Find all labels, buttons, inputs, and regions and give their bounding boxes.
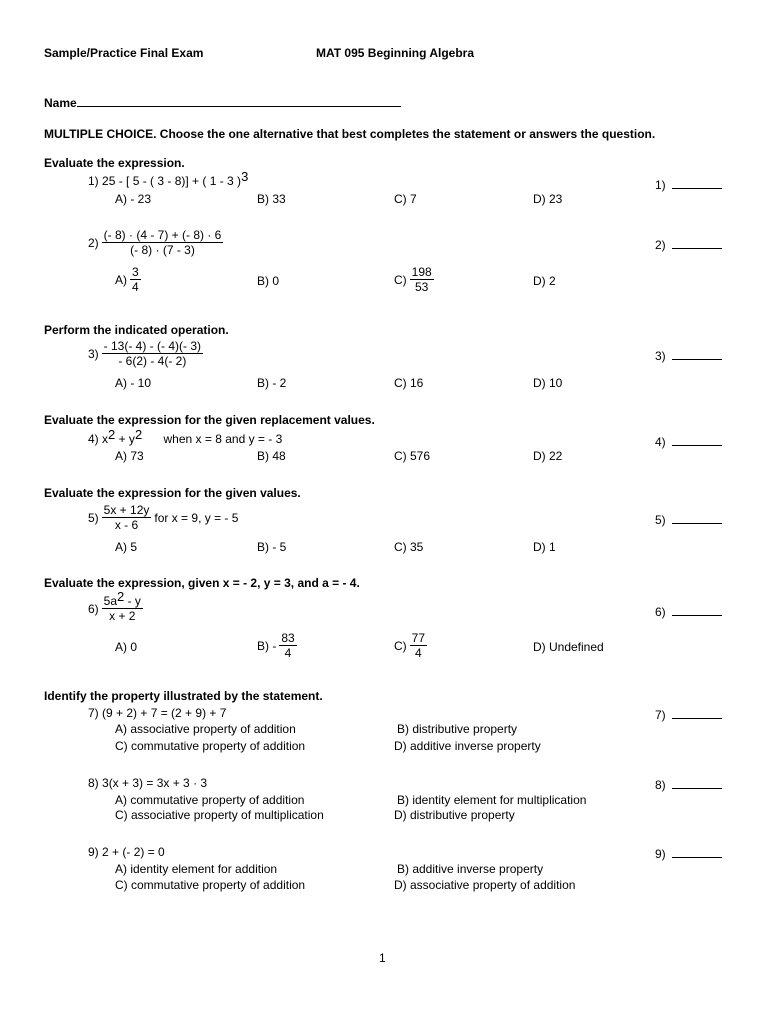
q6-numerator <box>102 589 143 609</box>
q1-option-a[interactable]: A) - 23 <box>115 192 152 206</box>
q6-b-den: 4 <box>284 646 292 660</box>
q6-c-num: 77 <box>411 631 426 645</box>
q9-option-a[interactable]: A) identity element for addition <box>115 862 278 876</box>
header-left: Sample/Practice Final Exam <box>44 46 204 60</box>
q2-a-den: 4 <box>132 280 139 294</box>
question-4 <box>88 427 283 446</box>
question-9 <box>88 845 165 859</box>
q6-number: 6) <box>88 601 99 616</box>
q2-option-b[interactable]: B) 0 <box>257 274 280 288</box>
q4-x: x <box>102 432 109 446</box>
answer-line[interactable] <box>672 845 722 858</box>
q4-x-exponent: 2 <box>108 427 116 442</box>
q8-option-d[interactable]: D) distributive property <box>394 808 515 822</box>
answer-line[interactable] <box>672 706 722 719</box>
q6-c-label: C) <box>394 638 407 653</box>
q9-option-c[interactable]: C) commutative property of addition <box>115 878 306 892</box>
q6-c-fraction <box>410 631 427 660</box>
q5-denominator: x - 6 <box>114 518 139 532</box>
q3-numerator: - 13(- 4) - (- 4)(- 3) <box>103 339 202 353</box>
q4-option-d[interactable]: D) 22 <box>533 449 563 463</box>
question-3 <box>88 339 203 368</box>
answer-blank-9[interactable] <box>655 845 722 861</box>
answer-blank-1[interactable] <box>655 176 722 192</box>
instructions: MULTIPLE CHOICE. Choose the one alternative that best completes the statement or answers the question. <box>44 127 656 141</box>
q1-number: 1) <box>88 174 99 188</box>
q3-number: 3) <box>88 346 99 361</box>
answer-blank-4[interactable] <box>655 433 722 449</box>
q9-statement: 2 + (- 2) = 0 <box>102 845 165 859</box>
answer-label-3: 3) <box>655 349 666 363</box>
page-number: 1 <box>379 951 386 965</box>
q6-b-label: B) - <box>257 638 277 653</box>
q2-option-d[interactable]: D) 2 <box>533 274 556 288</box>
answer-blank-7[interactable] <box>655 706 722 722</box>
name-line[interactable] <box>77 94 401 107</box>
q6-n-post: - y <box>124 594 141 608</box>
q2-a-num: 3 <box>132 265 139 279</box>
q2-c-label: C) <box>394 272 407 287</box>
section-identify-property: Identify the property illustrated by the statement. <box>44 689 323 703</box>
q4-plus-y: + y <box>115 432 135 446</box>
q6-option-d[interactable]: D) Undefined <box>533 640 604 654</box>
q1-expression: 25 - [ 5 - ( 3 - 8)] + ( 1 - 3 ) <box>102 174 242 188</box>
q3-option-d[interactable]: D) 10 <box>533 376 563 390</box>
q3-option-c[interactable]: C) 16 <box>394 376 424 390</box>
answer-label-5: 5) <box>655 513 666 527</box>
q2-number: 2) <box>88 235 99 250</box>
q3-denominator: - 6(2) - 4(- 2) <box>118 354 187 368</box>
q8-option-b[interactable]: B) identity element for multiplication <box>397 793 587 807</box>
header-right: MAT 095 Beginning Algebra <box>316 46 475 60</box>
q8-option-c[interactable]: C) associative property of multiplication <box>115 808 324 822</box>
q8-number: 8) <box>88 776 99 790</box>
q6-fraction <box>102 589 143 623</box>
q4-option-a[interactable]: A) 73 <box>115 449 144 463</box>
q6-b-num: 83 <box>281 631 295 645</box>
answer-blank-6[interactable] <box>655 603 722 619</box>
q4-option-b[interactable]: B) 48 <box>257 449 286 463</box>
q4-option-c[interactable]: C) 576 <box>394 449 431 463</box>
answer-line[interactable] <box>672 176 722 189</box>
q5-number: 5) <box>88 510 99 525</box>
q6-n-pre: 5a <box>103 594 118 608</box>
q2-option-c[interactable] <box>394 265 434 294</box>
section-given-xya: Evaluate the expression, given x = - 2, y = 3, and a = - 4. <box>44 576 360 590</box>
q7-statement: (9 + 2) + 7 = (2 + 9) + 7 <box>102 706 227 720</box>
q2-c-fraction <box>410 265 434 294</box>
q5-option-a[interactable]: A) 5 <box>115 540 138 554</box>
q1-option-d[interactable]: D) 23 <box>533 192 563 206</box>
q2-option-a[interactable] <box>115 265 141 294</box>
q7-number: 7) <box>88 706 99 720</box>
q2-numerator: (- 8) · (4 - 7) + (- 8) · 6 <box>103 228 222 242</box>
q1-exponent: 3 <box>241 169 249 184</box>
q1-option-b[interactable]: B) 33 <box>257 192 286 206</box>
question-8 <box>88 776 207 790</box>
q5-option-b[interactable]: B) - 5 <box>257 540 287 554</box>
q2-c-num: 198 <box>411 265 432 279</box>
q3-option-a[interactable]: A) - 10 <box>115 376 152 390</box>
answer-label-9: 9) <box>655 847 666 861</box>
q6-n-exponent: 2 <box>117 589 125 604</box>
q8-statement: 3(x + 3) = 3x + 3 · 3 <box>102 776 208 790</box>
q6-option-b[interactable] <box>257 631 297 660</box>
answer-line[interactable] <box>672 776 722 789</box>
answer-line[interactable] <box>672 236 722 249</box>
answer-blank-8[interactable] <box>655 776 722 792</box>
answer-blank-3[interactable] <box>655 347 722 363</box>
answer-label-7: 7) <box>655 708 666 722</box>
q4-y-exponent: 2 <box>134 427 143 442</box>
answer-label-6: 6) <box>655 605 666 619</box>
answer-label-2: 2) <box>655 238 666 252</box>
question-2 <box>88 228 223 257</box>
q2-c-den: 53 <box>415 280 429 294</box>
q5-option-d[interactable]: D) 1 <box>533 540 556 554</box>
section-given-values: Evaluate the expression for the given values. <box>44 486 301 500</box>
question-7 <box>88 706 226 720</box>
q9-option-b[interactable]: B) additive inverse property <box>397 862 544 876</box>
q6-b-fraction <box>279 631 296 660</box>
name-field[interactable] <box>44 94 401 110</box>
q2-a-fraction <box>130 265 141 294</box>
q7-option-b[interactable]: B) distributive property <box>397 722 518 736</box>
answer-line[interactable] <box>672 433 722 446</box>
q3-option-b[interactable]: B) - 2 <box>257 376 287 390</box>
q9-option-d[interactable]: D) associative property of addition <box>394 878 576 892</box>
answer-blank-2[interactable] <box>655 236 722 252</box>
answer-line[interactable] <box>672 511 722 524</box>
q2-fraction <box>102 228 224 257</box>
section-evaluate-expression: Evaluate the expression. <box>44 156 185 170</box>
question-5 <box>88 503 238 532</box>
answer-line[interactable] <box>672 603 722 616</box>
q4-number: 4) <box>88 432 99 446</box>
q6-denominator: x + 2 <box>109 609 136 623</box>
answer-label-4: 4) <box>655 435 666 449</box>
q1-option-c[interactable]: C) 7 <box>394 192 417 206</box>
q7-option-d[interactable]: D) additive inverse property <box>394 739 541 753</box>
section-indicated-operation: Perform the indicated operation. <box>44 323 229 337</box>
section-replacement-values: Evaluate the expression for the given replacement values. <box>44 413 375 427</box>
q8-option-a[interactable]: A) commutative property of addition <box>115 793 305 807</box>
answer-label-8: 8) <box>655 778 666 792</box>
q5-numerator: 5x + 12y <box>103 503 150 517</box>
q6-option-c[interactable] <box>394 631 427 660</box>
q2-denominator: (- 8) · (7 - 3) <box>130 243 195 257</box>
answer-line[interactable] <box>672 347 722 360</box>
answer-blank-5[interactable] <box>655 511 722 527</box>
q2-a-label: A) <box>115 272 127 287</box>
name-label: Name <box>44 96 77 110</box>
q9-number: 9) <box>88 845 99 859</box>
q4-condition: when x = 8 and y = - 3 <box>163 432 283 446</box>
q5-condition: for x = 9, y = - 5 <box>154 510 239 525</box>
answer-label-1: 1) <box>655 178 666 192</box>
q7-option-a[interactable]: A) associative property of addition <box>115 722 296 736</box>
q3-fraction <box>102 339 203 368</box>
q7-option-c[interactable]: C) commutative property of addition <box>115 739 306 753</box>
q5-option-c[interactable]: C) 35 <box>394 540 424 554</box>
q6-c-den: 4 <box>415 646 422 660</box>
q5-fraction <box>102 503 152 532</box>
question-1 <box>88 169 249 188</box>
question-6 <box>88 589 143 623</box>
q6-option-a[interactable]: A) 0 <box>115 640 138 654</box>
